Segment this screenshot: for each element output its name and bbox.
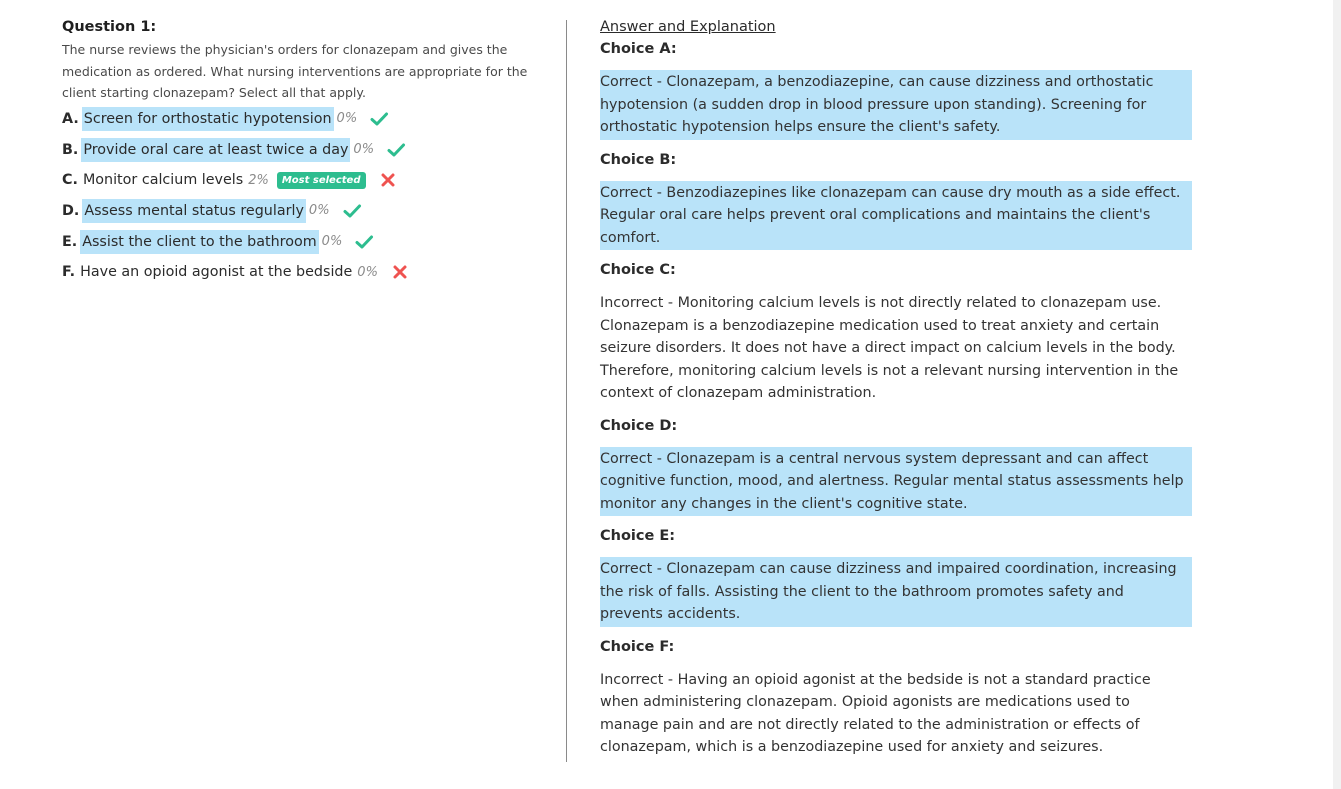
option-text: Monitor calcium levels (82, 172, 244, 189)
choice-label-c: Choice C: (600, 262, 676, 278)
explanation-f: Incorrect - Having an opioid agonist at the bedside is not a standard practice when administering clonazepam. Opioid agonists are medications used to manage pain and are not directly related to the administration or effects of clonazepam, which is a benzodiazepine used for anxiety and seizures. (600, 671, 1151, 755)
option-text: Have an opioid agonist at the bedside (80, 264, 353, 281)
cross-icon (390, 262, 410, 282)
option-letter: C. (62, 172, 78, 189)
choice-label-b: Choice B: (600, 151, 677, 168)
question-title: Question 1: (62, 19, 157, 35)
check-icon (386, 140, 406, 160)
option-percent: 0% (308, 203, 330, 219)
check-icon (354, 232, 374, 252)
option-text: Provide oral care at least twice a day (81, 138, 350, 162)
choice-label-a: Choice A: (600, 41, 677, 57)
check-icon (369, 109, 389, 129)
explanation-e: Correct - Clonazepam can cause dizziness and impaired coordination, increasing the risk of falls. Assisting the client to the bathroom promotes safety and prevents accidents. (600, 557, 1192, 627)
answer-pane (600, 16, 1192, 760)
option-letter: E. (62, 233, 78, 250)
option-letter: B. (62, 141, 79, 158)
option-text: Assess mental status regularly (82, 199, 306, 223)
check-icon (342, 201, 362, 221)
option-a[interactable] (62, 104, 552, 135)
option-b[interactable] (62, 134, 552, 165)
options-list (62, 104, 552, 288)
most-selected-badge: Most selected (277, 172, 366, 189)
option-percent: 0% (357, 264, 378, 280)
choice-label-d: Choice D: (600, 417, 678, 434)
option-letter: F. (62, 264, 76, 281)
option-c[interactable] (62, 165, 552, 196)
question-pane (62, 16, 552, 288)
answer-title: Answer and Explanation (600, 19, 776, 35)
scrollbar-track[interactable] (1333, 0, 1341, 789)
option-percent: 0% (336, 111, 358, 127)
option-letter: A. (62, 110, 79, 127)
explanation-d: Correct - Clonazepam is a central nervous system depressant and can affect cognitive function, mood, and alertness. Regular mental status assessments help monitor any changes in the client's cognitive state. (600, 447, 1192, 517)
option-d[interactable] (62, 196, 552, 227)
cross-icon (378, 170, 398, 190)
option-text: Assist the client to the bathroom (80, 230, 318, 254)
explanation-c: Incorrect - Monitoring calcium levels is not directly related to clonazepam use. Clonazepam is a benzodiazepine medication used to treat anxiety and certain seizure disorders. It does not have a direct impact on calcium levels in the body. Therefore, monitoring calcium levels is not a relevant nursing intervention in the context of clonazepam administration. (600, 295, 1179, 401)
option-percent: 2% (248, 172, 269, 188)
choice-label-e: Choice E: (600, 528, 676, 544)
choice-label-f: Choice F: (600, 638, 675, 655)
option-letter: D. (62, 202, 80, 219)
question-text: The nurse reviews the physician's orders for clonazepam and gives the medication as ordered. What nursing interventions are appropriate for the client starting clonazepam? Select all that apply. (62, 42, 528, 100)
option-text: Screen for orthostatic hypotension (82, 107, 334, 131)
explanation-a: Correct - Clonazepam, a benzodiazepine, can cause dizziness and orthostatic hypotension (a sudden drop in blood pressure upon standing). Screening for orthostatic hypotension helps ensure the client's safety. (600, 70, 1192, 140)
option-percent: 0% (321, 234, 343, 250)
pane-divider (566, 20, 567, 762)
option-e[interactable] (62, 226, 552, 257)
option-f[interactable] (62, 257, 552, 288)
option-percent: 0% (353, 142, 375, 158)
explanation-b: Correct - Benzodiazepines like clonazepam can cause dry mouth as a side effect. Regular oral care helps prevent oral complications and maintains the client's comfort. (600, 181, 1192, 251)
